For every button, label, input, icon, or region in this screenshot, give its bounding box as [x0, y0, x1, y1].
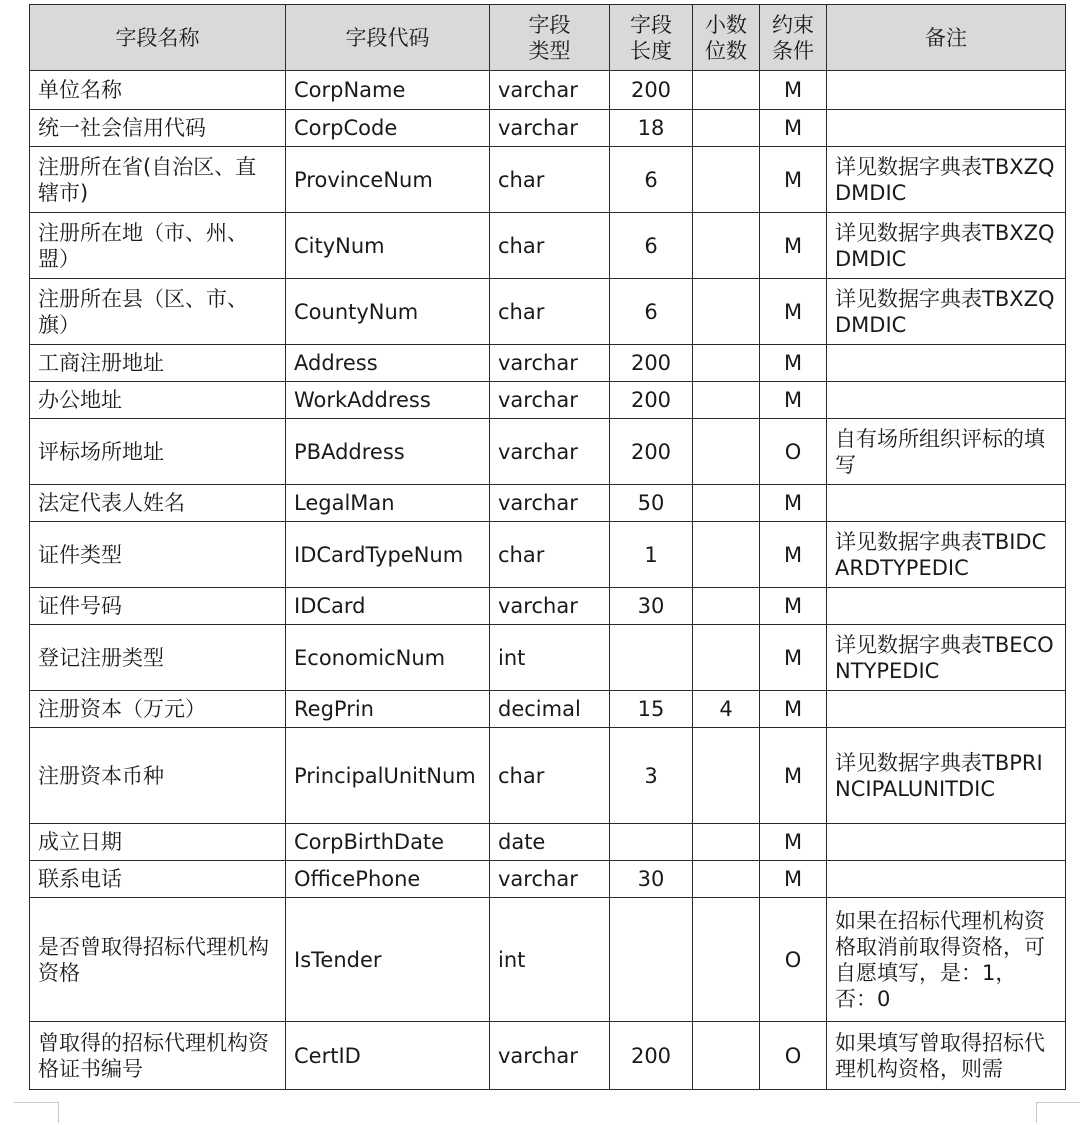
cell-field-name: 法定代表人姓名 [30, 485, 286, 522]
cell-field-name: 单位名称 [30, 71, 286, 110]
cell-constraint: M [760, 71, 827, 110]
cell-field-length: 6 [610, 279, 693, 345]
table-row [30, 110, 1066, 147]
cell-field-name: 成立日期 [30, 824, 286, 861]
cell-constraint: M [760, 279, 827, 345]
cell-field-length: 1 [610, 522, 693, 588]
cell-remarks: 详见数据字典表TBPRINCIPALUNITDIC [827, 728, 1066, 824]
cell-field-type: varchar [490, 485, 610, 522]
cell-field-length: 50 [610, 485, 693, 522]
cell-remarks [827, 691, 1066, 728]
cell-field-code: CorpCode [286, 110, 490, 147]
table-row [30, 625, 1066, 691]
header-remarks: 备注 [827, 5, 1066, 71]
cell-field-code: RegPrin [286, 691, 490, 728]
cell-field-length [610, 625, 693, 691]
cell-decimal-places [693, 824, 760, 861]
cell-remarks [827, 382, 1066, 419]
table-row [30, 382, 1066, 419]
cell-decimal-places [693, 728, 760, 824]
cell-field-code: CountyNum [286, 279, 490, 345]
cell-field-length: 200 [610, 1022, 693, 1090]
cell-field-code: IDCardTypeNum [286, 522, 490, 588]
cell-field-name: 注册资本（万元） [30, 691, 286, 728]
cell-field-type: char [490, 522, 610, 588]
cell-field-type: char [490, 147, 610, 213]
table-row [30, 522, 1066, 588]
cell-remarks [827, 861, 1066, 898]
table-row [30, 345, 1066, 382]
cell-field-name: 评标场所地址 [30, 419, 286, 485]
cell-field-code: Address [286, 345, 490, 382]
cell-remarks [827, 588, 1066, 625]
cell-field-code: IDCard [286, 588, 490, 625]
cell-decimal-places [693, 213, 760, 279]
cell-field-code: ProvinceNum [286, 147, 490, 213]
cell-field-name: 证件号码 [30, 588, 286, 625]
table-row [30, 728, 1066, 824]
header-constraint: 约束 条件 [760, 5, 827, 71]
cell-decimal-places [693, 588, 760, 625]
table-row [30, 71, 1066, 110]
table-row [30, 147, 1066, 213]
cell-decimal-places [693, 419, 760, 485]
cell-remarks: 自有场所组织评标的填写 [827, 419, 1066, 485]
cell-remarks [827, 345, 1066, 382]
cell-field-name: 注册所在县（区、市、旗） [30, 279, 286, 345]
cell-field-name: 曾取得的招标代理机构资格证书编号 [30, 1022, 286, 1090]
cell-field-name: 办公地址 [30, 382, 286, 419]
cell-field-name: 是否曾取得招标代理机构资格 [30, 898, 286, 1022]
cell-field-code: EconomicNum [286, 625, 490, 691]
table-row [30, 1022, 1066, 1090]
cell-constraint: M [760, 485, 827, 522]
cell-field-type: int [490, 625, 610, 691]
cell-remarks [827, 485, 1066, 522]
table-row [30, 213, 1066, 279]
table-row [30, 279, 1066, 345]
cell-field-length: 200 [610, 419, 693, 485]
cell-constraint: O [760, 1022, 827, 1090]
cell-field-code: CorpBirthDate [286, 824, 490, 861]
cell-constraint: M [760, 213, 827, 279]
cell-field-type: varchar [490, 419, 610, 485]
cell-field-length [610, 898, 693, 1022]
cell-constraint: M [760, 691, 827, 728]
cell-field-name: 联系电话 [30, 861, 286, 898]
cell-constraint: M [760, 382, 827, 419]
cell-constraint: M [760, 147, 827, 213]
cell-field-code: CityNum [286, 213, 490, 279]
cell-constraint: O [760, 898, 827, 1022]
cell-field-length: 6 [610, 147, 693, 213]
cell-decimal-places [693, 522, 760, 588]
table-row [30, 691, 1066, 728]
table-row [30, 824, 1066, 861]
cell-decimal-places [693, 345, 760, 382]
cell-remarks: 详见数据字典表TBXZQDMDIC [827, 213, 1066, 279]
cell-field-type: decimal [490, 691, 610, 728]
field-spec-table [29, 4, 1066, 1090]
cell-field-name: 工商注册地址 [30, 345, 286, 382]
cell-field-length [610, 824, 693, 861]
cell-constraint: M [760, 824, 827, 861]
cell-field-name: 注册所在地（市、州、盟） [30, 213, 286, 279]
cell-field-type: int [490, 898, 610, 1022]
header-decimal-places: 小数 位数 [693, 5, 760, 71]
cell-constraint: M [760, 110, 827, 147]
cell-field-name: 注册资本币种 [30, 728, 286, 824]
cell-decimal-places [693, 625, 760, 691]
cell-field-type: varchar [490, 345, 610, 382]
cell-field-code: LegalMan [286, 485, 490, 522]
cell-decimal-places [693, 279, 760, 345]
cell-remarks: 详见数据字典表TBXZQDMDIC [827, 147, 1066, 213]
cell-field-name: 统一社会信用代码 [30, 110, 286, 147]
cell-field-code: WorkAddress [286, 382, 490, 419]
cell-field-type: date [490, 824, 610, 861]
cell-field-type: varchar [490, 110, 610, 147]
cell-constraint: M [760, 728, 827, 824]
cell-field-length: 6 [610, 213, 693, 279]
cell-remarks: 详见数据字典表TBIDCARDTYPEDIC [827, 522, 1066, 588]
cell-decimal-places [693, 382, 760, 419]
table-row [30, 861, 1066, 898]
cell-field-type: char [490, 728, 610, 824]
cell-field-length: 15 [610, 691, 693, 728]
cell-field-type: char [490, 279, 610, 345]
cell-field-code: CertID [286, 1022, 490, 1090]
cell-decimal-places [693, 71, 760, 110]
header-field-length: 字段 长度 [610, 5, 693, 71]
header-field-name: 字段名称 [30, 5, 286, 71]
crop-mark-left [14, 1102, 59, 1123]
cell-constraint: M [760, 861, 827, 898]
cell-field-length: 18 [610, 110, 693, 147]
cell-constraint: O [760, 419, 827, 485]
cell-field-type: varchar [490, 861, 610, 898]
table-row [30, 485, 1066, 522]
table-row [30, 588, 1066, 625]
cell-field-length: 30 [610, 588, 693, 625]
cell-decimal-places: 4 [693, 691, 760, 728]
cell-remarks [827, 824, 1066, 861]
cell-constraint: M [760, 588, 827, 625]
cell-remarks [827, 71, 1066, 110]
cell-constraint: M [760, 345, 827, 382]
cell-decimal-places [693, 1022, 760, 1090]
cell-field-length: 200 [610, 382, 693, 419]
cell-field-type: varchar [490, 71, 610, 110]
cell-decimal-places [693, 110, 760, 147]
cell-field-length: 200 [610, 345, 693, 382]
cell-field-name: 登记注册类型 [30, 625, 286, 691]
header-row [30, 5, 1066, 71]
cell-field-code: CorpName [286, 71, 490, 110]
cell-field-type: varchar [490, 588, 610, 625]
cell-field-length: 30 [610, 861, 693, 898]
cell-field-type: char [490, 213, 610, 279]
table-row [30, 898, 1066, 1022]
cell-field-code: OfficePhone [286, 861, 490, 898]
cell-field-name: 注册所在省(自治区、直辖市) [30, 147, 286, 213]
header-field-type: 字段 类型 [490, 5, 610, 71]
crop-mark-right [1036, 1102, 1080, 1123]
cell-decimal-places [693, 898, 760, 1022]
cell-field-type: varchar [490, 382, 610, 419]
cell-field-code: PrincipalUnitNum [286, 728, 490, 824]
cell-decimal-places [693, 861, 760, 898]
cell-decimal-places [693, 147, 760, 213]
cell-field-name: 证件类型 [30, 522, 286, 588]
cell-constraint: M [760, 522, 827, 588]
cell-field-code: IsTender [286, 898, 490, 1022]
cell-field-length: 200 [610, 71, 693, 110]
cell-field-code: PBAddress [286, 419, 490, 485]
cell-remarks [827, 110, 1066, 147]
cell-field-length: 3 [610, 728, 693, 824]
table-row [30, 419, 1066, 485]
cell-remarks: 详见数据字典表TBECONTYPEDIC [827, 625, 1066, 691]
cell-remarks: 详见数据字典表TBXZQDMDIC [827, 279, 1066, 345]
cell-remarks: 如果在招标代理机构资格取消前取得资格，可自愿填写，是：1，否：0 [827, 898, 1066, 1022]
cell-decimal-places [693, 485, 760, 522]
cell-constraint: M [760, 625, 827, 691]
table-body [30, 71, 1066, 1090]
header-field-code: 字段代码 [286, 5, 490, 71]
cell-remarks: 如果填写曾取得招标代理机构资格，则需 [827, 1022, 1066, 1090]
cell-field-type: varchar [490, 1022, 610, 1090]
